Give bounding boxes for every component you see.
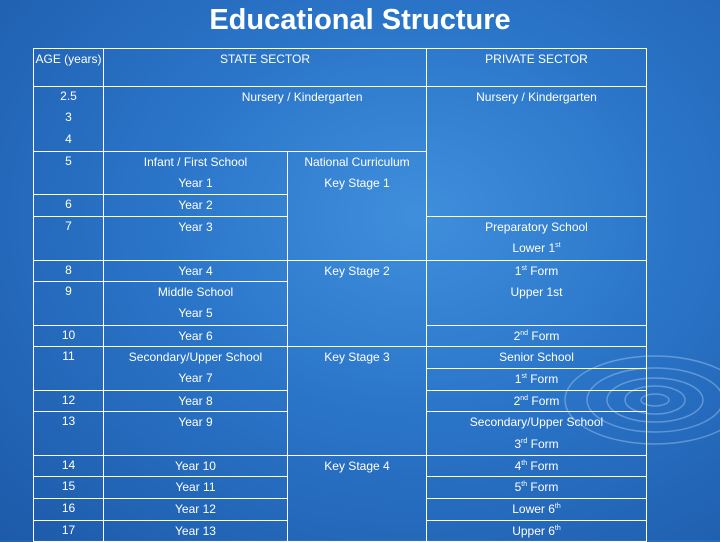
header-age: AGE (years) bbox=[34, 49, 104, 87]
private-sector-cell bbox=[427, 455, 647, 477]
private-sector-text: Lower 6 bbox=[512, 502, 555, 517]
key-stage-cell bbox=[288, 390, 427, 412]
key-stage-cell bbox=[288, 434, 427, 456]
private-sector-text: Nursery / Kindergarten bbox=[476, 90, 597, 104]
private-sector-cell bbox=[427, 217, 647, 239]
state-school-cell: Year 2 bbox=[104, 195, 288, 217]
state-school-cell: Year 12 bbox=[104, 499, 288, 521]
ordinal-suffix: th bbox=[521, 459, 528, 467]
key-stage-cell bbox=[288, 217, 427, 239]
state-school-cell: Year 3 bbox=[104, 217, 288, 239]
state-school-cell: Year 9 bbox=[104, 412, 288, 434]
age-cell: 15 bbox=[34, 477, 104, 499]
state-school-cell: Year 4 bbox=[104, 260, 288, 282]
private-sector-cell bbox=[427, 412, 647, 434]
private-sector-cell bbox=[427, 499, 647, 521]
private-sector-text: Lower 1 bbox=[512, 241, 556, 256]
table-row bbox=[34, 173, 647, 195]
state-school-cell: Year 5 bbox=[104, 303, 288, 325]
form-word: Form bbox=[527, 458, 559, 473]
table-row bbox=[34, 347, 647, 369]
table-row bbox=[34, 499, 647, 521]
private-sector-cell bbox=[427, 434, 647, 456]
table-row bbox=[34, 455, 647, 477]
form-word: Form bbox=[528, 328, 560, 343]
age-cell: 11 bbox=[34, 347, 104, 369]
age-cell: 17 bbox=[34, 520, 104, 542]
age-cell: 8 bbox=[34, 260, 104, 282]
private-sector-text: 3 bbox=[514, 436, 522, 451]
private-sector-cell bbox=[427, 152, 647, 174]
table-body bbox=[34, 87, 647, 542]
table-row bbox=[34, 303, 647, 325]
table-row bbox=[34, 325, 647, 347]
key-stage-cell bbox=[288, 520, 427, 542]
private-sector-text: Senior School bbox=[499, 350, 574, 365]
table-row bbox=[34, 152, 647, 174]
state-school-cell: Year 10 bbox=[104, 455, 288, 477]
private-sector-cell bbox=[427, 282, 647, 304]
form-word: Form bbox=[527, 436, 559, 451]
ordinal-suffix: st bbox=[555, 242, 561, 250]
table-row bbox=[34, 368, 647, 390]
private-sector-cell bbox=[427, 303, 647, 325]
table-row bbox=[34, 195, 647, 217]
private-sector-text: 2 bbox=[513, 393, 521, 408]
private-sector-text: Preparatory School bbox=[485, 220, 588, 235]
private-sector-cell bbox=[427, 520, 647, 542]
state-school-cell: Year 11 bbox=[104, 477, 288, 499]
form-word: Form bbox=[526, 263, 559, 278]
key-stage-cell bbox=[288, 477, 427, 499]
key-stage-cell: Key Stage 2 bbox=[288, 260, 427, 282]
table-row bbox=[34, 260, 647, 282]
age-cell: 7 bbox=[34, 217, 104, 239]
age-cell bbox=[34, 434, 104, 456]
ordinal-suffix: th bbox=[554, 524, 561, 532]
age-cell: 6 bbox=[34, 195, 104, 217]
age-cell bbox=[34, 368, 104, 390]
table-row bbox=[34, 130, 647, 152]
age-cell: 13 bbox=[34, 412, 104, 434]
private-sector-text: 4 bbox=[514, 458, 522, 473]
key-stage-cell bbox=[288, 238, 427, 260]
age-cell: 9 bbox=[34, 282, 104, 304]
page-title: Educational Structure bbox=[209, 4, 511, 36]
age-cell: 16 bbox=[34, 499, 104, 521]
private-sector-text: 1 bbox=[514, 371, 522, 386]
age-cell bbox=[34, 238, 104, 260]
header-state-sector: STATE SECTOR bbox=[104, 49, 427, 87]
table-row bbox=[34, 282, 647, 304]
key-stage-cell bbox=[288, 303, 427, 325]
private-sector-cell bbox=[427, 368, 647, 390]
state-school-cell: Year 8 bbox=[104, 390, 288, 412]
form-word: Form bbox=[526, 371, 559, 386]
private-sector-cell bbox=[427, 347, 647, 369]
private-sector-text: Secondary/Upper School bbox=[469, 415, 604, 430]
key-stage-cell bbox=[288, 412, 427, 434]
key-stage-cell bbox=[288, 195, 427, 217]
table-row bbox=[34, 520, 647, 542]
ordinal-suffix: nd bbox=[520, 394, 529, 402]
age-cell: 12 bbox=[34, 390, 104, 412]
state-school-cell: Year 1 bbox=[104, 173, 288, 195]
private-sector-text: 5 bbox=[514, 480, 522, 495]
key-stage-cell bbox=[288, 499, 427, 521]
age-cell bbox=[34, 303, 104, 325]
private-sector-text: Upper 6 bbox=[512, 523, 555, 538]
private-sector-cell bbox=[427, 130, 647, 152]
age-cell bbox=[34, 173, 104, 195]
private-sector-text: Upper 1st bbox=[510, 284, 563, 299]
private-sector-cell bbox=[427, 325, 647, 347]
age-cell: 4 bbox=[34, 130, 104, 152]
state-school-cell bbox=[104, 108, 288, 130]
ordinal-suffix: th bbox=[521, 481, 528, 489]
age-cell: 5 bbox=[34, 152, 104, 174]
state-school-cell bbox=[104, 238, 288, 260]
private-sector-cell bbox=[427, 87, 647, 109]
state-school-cell bbox=[104, 434, 288, 456]
age-cell: 2.5 bbox=[34, 87, 104, 109]
table-row bbox=[34, 412, 647, 434]
state-school-cell: Middle School bbox=[104, 282, 288, 304]
state-school-cell: Year 6 bbox=[104, 325, 288, 347]
ordinal-suffix: st bbox=[521, 264, 527, 272]
ordinal-suffix: nd bbox=[520, 329, 529, 337]
age-cell: 3 bbox=[34, 108, 104, 130]
private-sector-text: 1 bbox=[514, 263, 522, 278]
age-cell: 14 bbox=[34, 455, 104, 477]
key-stage-cell bbox=[288, 130, 427, 152]
private-sector-cell bbox=[427, 238, 647, 260]
private-sector-cell bbox=[427, 260, 647, 282]
key-stage-cell: National Curriculum bbox=[288, 152, 427, 174]
table-row bbox=[34, 108, 647, 130]
key-stage-cell bbox=[288, 325, 427, 347]
ordinal-suffix: th bbox=[554, 503, 561, 511]
state-school-cell: Year 7 bbox=[104, 368, 288, 390]
table-row bbox=[34, 477, 647, 499]
table-row bbox=[34, 87, 647, 109]
form-word: Form bbox=[527, 480, 559, 495]
private-sector-cell bbox=[427, 108, 647, 130]
key-stage-cell bbox=[288, 368, 427, 390]
header-private-sector: PRIVATE SECTOR bbox=[427, 49, 647, 87]
table-row bbox=[34, 390, 647, 412]
table-row bbox=[34, 238, 647, 260]
private-sector-cell bbox=[427, 477, 647, 499]
age-cell: 10 bbox=[34, 325, 104, 347]
state-school-cell: Year 13 bbox=[104, 520, 288, 542]
state-school-cell: Nursery / Kindergarten bbox=[179, 87, 363, 109]
private-sector-cell bbox=[427, 390, 647, 412]
key-stage-cell: Key Stage 3 bbox=[288, 347, 427, 369]
private-sector-text: 2 bbox=[513, 328, 521, 343]
key-stage-cell bbox=[288, 282, 427, 304]
key-stage-cell: Key Stage 1 bbox=[288, 173, 427, 195]
state-school-cell: Secondary/Upper School bbox=[104, 347, 288, 369]
ordinal-suffix: st bbox=[521, 372, 527, 380]
key-stage-cell bbox=[288, 108, 427, 130]
private-sector-cell bbox=[427, 195, 647, 217]
state-school-cell: Infant / First School bbox=[104, 152, 288, 174]
private-sector-cell bbox=[427, 173, 647, 195]
table-row bbox=[34, 217, 647, 239]
state-school-cell bbox=[104, 130, 288, 152]
ordinal-suffix: rd bbox=[521, 437, 528, 445]
key-stage-cell: Key Stage 4 bbox=[288, 455, 427, 477]
form-word: Form bbox=[528, 393, 560, 408]
table-row bbox=[34, 434, 647, 456]
education-table bbox=[33, 48, 647, 542]
